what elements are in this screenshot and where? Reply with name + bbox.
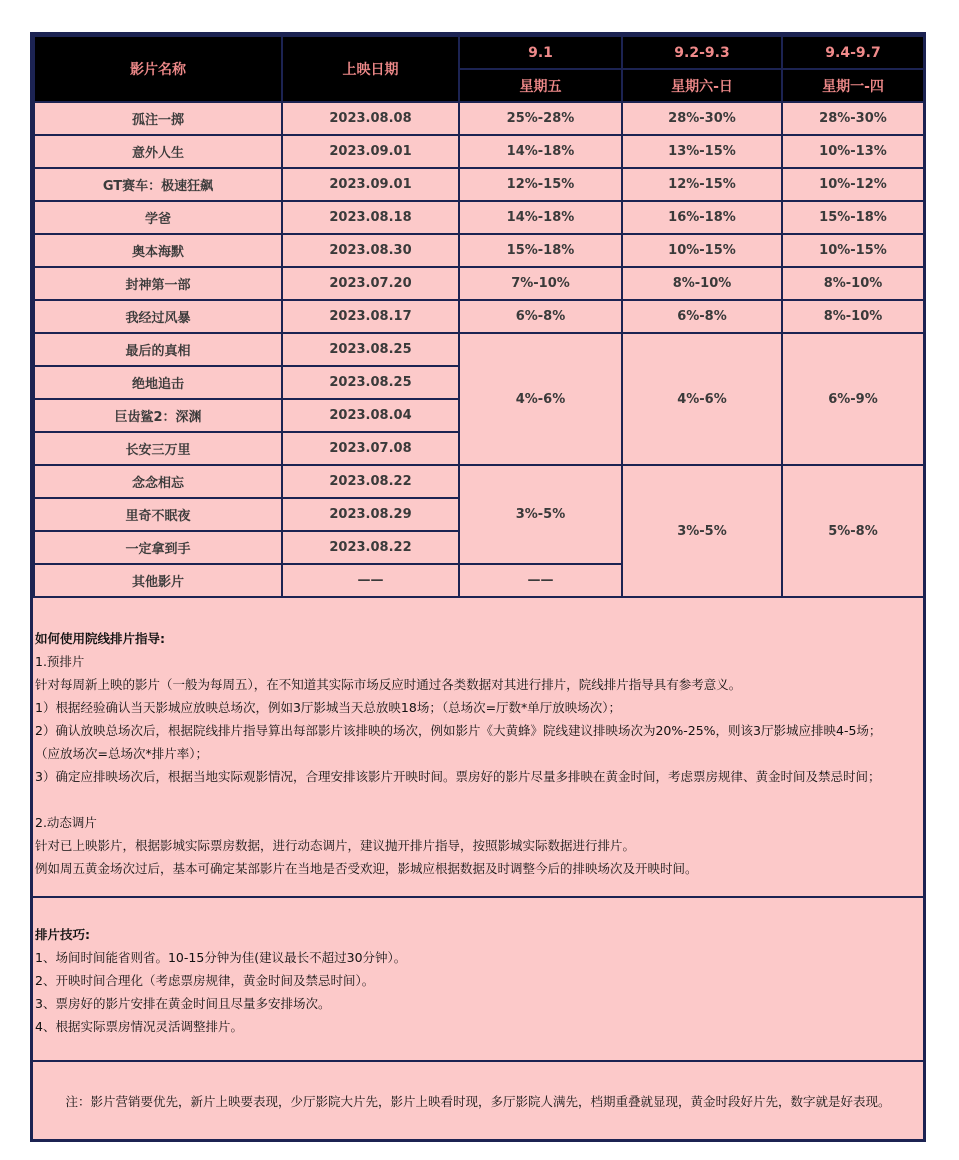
table-row	[34, 333, 924, 366]
header-film-name: 影片名称	[34, 36, 282, 102]
tip-line: 4、根据实际票房情况灵活调整排片。	[35, 1019, 243, 1034]
rate-weekday: 15%-18%	[782, 201, 924, 234]
rate-weekday: 10%-12%	[782, 168, 924, 201]
table-row	[34, 201, 924, 234]
group2-rate-weekend: 3%-5%	[622, 465, 782, 597]
header-col3-day: 星期一-四	[782, 69, 924, 102]
film-name: 孤注一掷	[34, 102, 282, 135]
film-name: 学爸	[34, 201, 282, 234]
usage-line: 针对已上映影片，根据影城实际票房数据，进行动态调片，建议抛开排片指导，按照影城实际数据进行排片。	[35, 838, 636, 853]
table-row	[34, 267, 924, 300]
usage-line: 针对每周新上映的影片（一般为每周五），在不知道其实际市场反应时通过各类数据对其进行排片，院线排片指导具有参考意义。	[35, 677, 742, 692]
release-date: 2023.09.01	[282, 135, 459, 168]
usage-line: （应放场次=总场次*排片率）；	[35, 746, 208, 761]
header-release-date: 上映日期	[282, 36, 459, 102]
group2-rate-weekday: 5%-8%	[782, 465, 924, 597]
usage-section	[33, 627, 923, 880]
rate-fri: 14%-18%	[459, 201, 622, 234]
group2-rate-fri: 3%-5%	[459, 465, 622, 564]
release-date: 2023.07.08	[282, 432, 459, 465]
table-row	[34, 300, 924, 333]
rate-weekend: 28%-30%	[622, 102, 782, 135]
release-date: 2023.08.17	[282, 300, 459, 333]
table-row	[34, 102, 924, 135]
film-name: 巨齿鲨2：深渊	[34, 399, 282, 432]
film-name: 念念相忘	[34, 465, 282, 498]
release-date: 2023.08.22	[282, 531, 459, 564]
release-date: 2023.07.20	[282, 267, 459, 300]
rate-weekend: 8%-10%	[622, 267, 782, 300]
film-name: 一定拿到手	[34, 531, 282, 564]
rate-fri: 15%-18%	[459, 234, 622, 267]
tip-line: 1、场间时间能省则省。10-15分钟为佳(建议最长不超过30分钟）。	[35, 950, 407, 965]
header-col3-date: 9.4-9.7	[782, 36, 924, 69]
schedule-table	[33, 35, 925, 598]
usage-line: 2.动态调片	[35, 815, 97, 830]
release-date: 2023.08.18	[282, 201, 459, 234]
usage-spacer	[33, 788, 923, 811]
header-col1-day: 星期五	[459, 69, 622, 102]
rate-weekend: 12%-15%	[622, 168, 782, 201]
release-date: 2023.08.04	[282, 399, 459, 432]
header-col1-date: 9.1	[459, 36, 622, 69]
film-name: 长安三万里	[34, 432, 282, 465]
rate-fri: 25%-28%	[459, 102, 622, 135]
table-row	[34, 465, 924, 498]
usage-line: 3）确定应排映场次后，根据当地实际观影情况，合理安排该影片开映时间。票房好的影片尽量多排映在黄金时间，考虑票房规律、黄金时间及禁忌时间；	[35, 769, 881, 784]
film-name: 里奇不眠夜	[34, 498, 282, 531]
rate-fri: 6%-8%	[459, 300, 622, 333]
release-date: 2023.08.30	[282, 234, 459, 267]
film-name: GT赛车：极速狂飙	[34, 168, 282, 201]
release-date: ——	[282, 564, 459, 597]
header-col2-day: 星期六-日	[622, 69, 782, 102]
film-name: 绝地追击	[34, 366, 282, 399]
usage-line: 1）根据经验确认当天影城应放映总场次，例如3厅影城当天总放映18场；（总场次=厅数*单厅放映场次）；	[35, 700, 622, 715]
footnote: 注：影片营销要优先，新片上映要表现，少厅影院大片先，影片上映看时现，多厅影院人满先，档期重叠就显现，黄金时段好片先，数字就是好表现。	[65, 1094, 891, 1109]
rate-weekend: 13%-15%	[622, 135, 782, 168]
schedule-document	[30, 32, 926, 1142]
rate-fri: 12%-15%	[459, 168, 622, 201]
rate-weekday: 10%-13%	[782, 135, 924, 168]
release-date: 2023.08.22	[282, 465, 459, 498]
film-name: 我经过风暴	[34, 300, 282, 333]
section-divider	[33, 896, 923, 898]
usage-line: 1.预排片	[35, 654, 85, 669]
release-date: 2023.09.01	[282, 168, 459, 201]
group1-rate-fri: 4%-6%	[459, 333, 622, 465]
film-name: 奥本海默	[34, 234, 282, 267]
rate-weekend: 16%-18%	[622, 201, 782, 234]
rate-fri: 14%-18%	[459, 135, 622, 168]
usage-line: 例如周五黄金场次过后，基本可确定某部影片在当地是否受欢迎，影城应根据数据及时调整今后的排映场次及开映时间。	[35, 861, 698, 876]
release-date: 2023.08.29	[282, 498, 459, 531]
film-name: 封神第一部	[34, 267, 282, 300]
tips-title: 排片技巧:	[35, 927, 90, 942]
group1-rate-weekday: 6%-9%	[782, 333, 924, 465]
tip-line: 3、票房好的影片安排在黄金时间且尽量多安排场次。	[35, 996, 331, 1011]
rate-weekend: 6%-8%	[622, 300, 782, 333]
table-row	[34, 234, 924, 267]
rate-weekday: 28%-30%	[782, 102, 924, 135]
header-col2-date: 9.2-9.3	[622, 36, 782, 69]
film-name: 意外人生	[34, 135, 282, 168]
film-name: 最后的真相	[34, 333, 282, 366]
release-date: 2023.08.25	[282, 366, 459, 399]
tip-line: 2、开映时间合理化（考虑票房规律，黄金时间及禁忌时间）。	[35, 973, 375, 988]
rate-fri: 7%-10%	[459, 267, 622, 300]
tips-section	[33, 923, 923, 1038]
usage-title: 如何使用院线排片指导:	[35, 631, 165, 646]
rate-weekday: 8%-10%	[782, 300, 924, 333]
usage-line: 2）确认放映总场次后，根据院线排片指导算出每部影片该排映的场次，例如影片《大黄蜂》院线建议排映场次为20%-25%，则该3厅影城应排映4-5场；	[35, 723, 882, 738]
group1-rate-weekend: 4%-6%	[622, 333, 782, 465]
rate-fri: ——	[459, 564, 622, 597]
rate-weekend: 10%-15%	[622, 234, 782, 267]
rate-weekday: 8%-10%	[782, 267, 924, 300]
table-row	[34, 135, 924, 168]
release-date: 2023.08.08	[282, 102, 459, 135]
section-divider	[33, 1060, 923, 1062]
rate-weekday: 10%-15%	[782, 234, 924, 267]
release-date: 2023.08.25	[282, 333, 459, 366]
table-row	[34, 168, 924, 201]
film-name: 其他影片	[34, 564, 282, 597]
